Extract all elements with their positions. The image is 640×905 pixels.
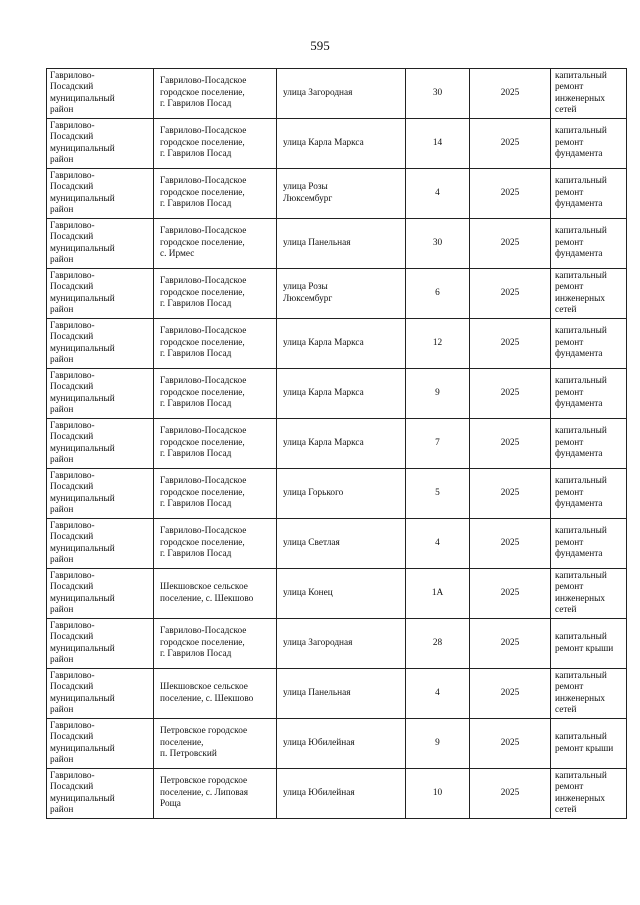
- street-cell: улица Карла Маркса: [277, 419, 406, 469]
- district-cell: Гаврилово- Посадский муниципальный район: [47, 69, 154, 119]
- settlement-cell: Петровское городское поселение, с. Липовая Роща: [154, 769, 277, 819]
- work-type-cell: капитальный ремонт инженерных сетей: [551, 269, 627, 319]
- settlement-cell: Шекшовское сельское поселение, с. Шекшово: [154, 669, 277, 719]
- house-number-cell: 9: [406, 369, 470, 419]
- district-cell: Гаврилово- Посадский муниципальный район: [47, 469, 154, 519]
- house-number-cell: 4: [406, 519, 470, 569]
- street-cell: улица Розы Люксембург: [277, 269, 406, 319]
- work-type-cell: капитальный ремонт фундамента: [551, 519, 627, 569]
- district-cell: Гаврилово- Посадский муниципальный район: [47, 569, 154, 619]
- street-cell: улица Юбилейная: [277, 719, 406, 769]
- street-cell: улица Панельная: [277, 669, 406, 719]
- year-cell: 2025: [470, 569, 551, 619]
- settlement-cell: Гаврилово-Посадское городское поселение, г. Гаврилов Посад: [154, 469, 277, 519]
- house-number-cell: 10: [406, 769, 470, 819]
- year-cell: 2025: [470, 669, 551, 719]
- year-cell: 2025: [470, 169, 551, 219]
- street-cell: улица Горького: [277, 469, 406, 519]
- street-cell: улица Панельная: [277, 219, 406, 269]
- district-cell: Гаврилово- Посадский муниципальный район: [47, 169, 154, 219]
- year-cell: 2025: [470, 69, 551, 119]
- table-row: [47, 719, 627, 769]
- street-cell: улица Конец: [277, 569, 406, 619]
- year-cell: 2025: [470, 319, 551, 369]
- house-number-cell: 5: [406, 469, 470, 519]
- work-type-cell: капитальный ремонт фундамента: [551, 169, 627, 219]
- house-number-cell: 30: [406, 69, 470, 119]
- street-cell: улица Розы Люксембург: [277, 169, 406, 219]
- year-cell: 2025: [470, 469, 551, 519]
- district-cell: Гаврилово- Посадский муниципальный район: [47, 369, 154, 419]
- table-row: [47, 569, 627, 619]
- settlement-cell: Гаврилово-Посадское городское поселение, г. Гаврилов Посад: [154, 419, 277, 469]
- table-body: [47, 69, 627, 819]
- work-type-cell: капитальный ремонт фундамента: [551, 369, 627, 419]
- work-type-cell: капитальный ремонт инженерных сетей: [551, 569, 627, 619]
- street-cell: улица Загородная: [277, 69, 406, 119]
- work-type-cell: капитальный ремонт фундамента: [551, 219, 627, 269]
- district-cell: Гаврилово- Посадский муниципальный район: [47, 669, 154, 719]
- house-number-cell: 1А: [406, 569, 470, 619]
- table-row: [47, 619, 627, 669]
- house-number-cell: 14: [406, 119, 470, 169]
- table-row: [47, 119, 627, 169]
- work-type-cell: капитальный ремонт фундамента: [551, 119, 627, 169]
- district-cell: Гаврилово- Посадский муниципальный район: [47, 269, 154, 319]
- work-type-cell: капитальный ремонт инженерных сетей: [551, 769, 627, 819]
- table-row: [47, 669, 627, 719]
- street-cell: улица Светлая: [277, 519, 406, 569]
- district-cell: Гаврилово- Посадский муниципальный район: [47, 219, 154, 269]
- street-cell: улица Карла Маркса: [277, 119, 406, 169]
- work-type-cell: капитальный ремонт инженерных сетей: [551, 669, 627, 719]
- work-type-cell: капитальный ремонт инженерных сетей: [551, 69, 627, 119]
- street-cell: улица Карла Маркса: [277, 319, 406, 369]
- settlement-cell: Гаврилово-Посадское городское поселение, г. Гаврилов Посад: [154, 519, 277, 569]
- table-row: [47, 519, 627, 569]
- work-type-cell: капитальный ремонт крыши: [551, 719, 627, 769]
- settlement-cell: Гаврилово-Посадское городское поселение, г. Гаврилов Посад: [154, 169, 277, 219]
- district-cell: Гаврилово- Посадский муниципальный район: [47, 769, 154, 819]
- house-number-cell: 28: [406, 619, 470, 669]
- table-row: [47, 219, 627, 269]
- settlement-cell: Петровское городское поселение, п. Петровский: [154, 719, 277, 769]
- page-number: 595: [310, 38, 330, 53]
- table-row: [47, 319, 627, 369]
- settlement-cell: Гаврилово-Посадское городское поселение, с. Ирмес: [154, 219, 277, 269]
- settlement-cell: Гаврилово-Посадское городское поселение, г. Гаврилов Посад: [154, 369, 277, 419]
- settlement-cell: Гаврилово-Посадское городское поселение, г. Гаврилов Посад: [154, 69, 277, 119]
- table-row: [47, 69, 627, 119]
- district-cell: Гаврилово- Посадский муниципальный район: [47, 519, 154, 569]
- settlement-cell: Гаврилово-Посадское городское поселение, г. Гаврилов Посад: [154, 119, 277, 169]
- district-cell: Гаврилово- Посадский муниципальный район: [47, 719, 154, 769]
- house-number-cell: 7: [406, 419, 470, 469]
- house-number-cell: 4: [406, 669, 470, 719]
- district-cell: Гаврилово- Посадский муниципальный район: [47, 419, 154, 469]
- work-type-cell: капитальный ремонт крыши: [551, 619, 627, 669]
- settlement-cell: Гаврилово-Посадское городское поселение, г. Гаврилов Посад: [154, 619, 277, 669]
- house-number-cell: 6: [406, 269, 470, 319]
- year-cell: 2025: [470, 619, 551, 669]
- district-cell: Гаврилово- Посадский муниципальный район: [47, 619, 154, 669]
- table-row: [47, 369, 627, 419]
- table-row: [47, 169, 627, 219]
- year-cell: 2025: [470, 219, 551, 269]
- year-cell: 2025: [470, 369, 551, 419]
- year-cell: 2025: [470, 719, 551, 769]
- house-number-cell: 12: [406, 319, 470, 369]
- street-cell: улица Карла Маркса: [277, 369, 406, 419]
- house-number-cell: 30: [406, 219, 470, 269]
- year-cell: 2025: [470, 119, 551, 169]
- settlement-cell: Гаврилово-Посадское городское поселение, г. Гаврилов Посад: [154, 319, 277, 369]
- year-cell: 2025: [470, 419, 551, 469]
- year-cell: 2025: [470, 769, 551, 819]
- year-cell: 2025: [470, 269, 551, 319]
- table-row: [47, 469, 627, 519]
- settlement-cell: Гаврилово-Посадское городское поселение, г. Гаврилов Посад: [154, 269, 277, 319]
- house-number-cell: 9: [406, 719, 470, 769]
- work-type-cell: капитальный ремонт фундамента: [551, 319, 627, 369]
- work-type-cell: капитальный ремонт фундамента: [551, 419, 627, 469]
- table-row: [47, 269, 627, 319]
- street-cell: улица Юбилейная: [277, 769, 406, 819]
- district-cell: Гаврилово- Посадский муниципальный район: [47, 119, 154, 169]
- street-cell: улица Загородная: [277, 619, 406, 669]
- house-number-cell: 4: [406, 169, 470, 219]
- table-row: [47, 419, 627, 469]
- settlement-cell: Шекшовское сельское поселение, с. Шекшово: [154, 569, 277, 619]
- table-row: [47, 769, 627, 819]
- repair-program-table: [46, 68, 627, 819]
- work-type-cell: капитальный ремонт фундамента: [551, 469, 627, 519]
- year-cell: 2025: [470, 519, 551, 569]
- district-cell: Гаврилово- Посадский муниципальный район: [47, 319, 154, 369]
